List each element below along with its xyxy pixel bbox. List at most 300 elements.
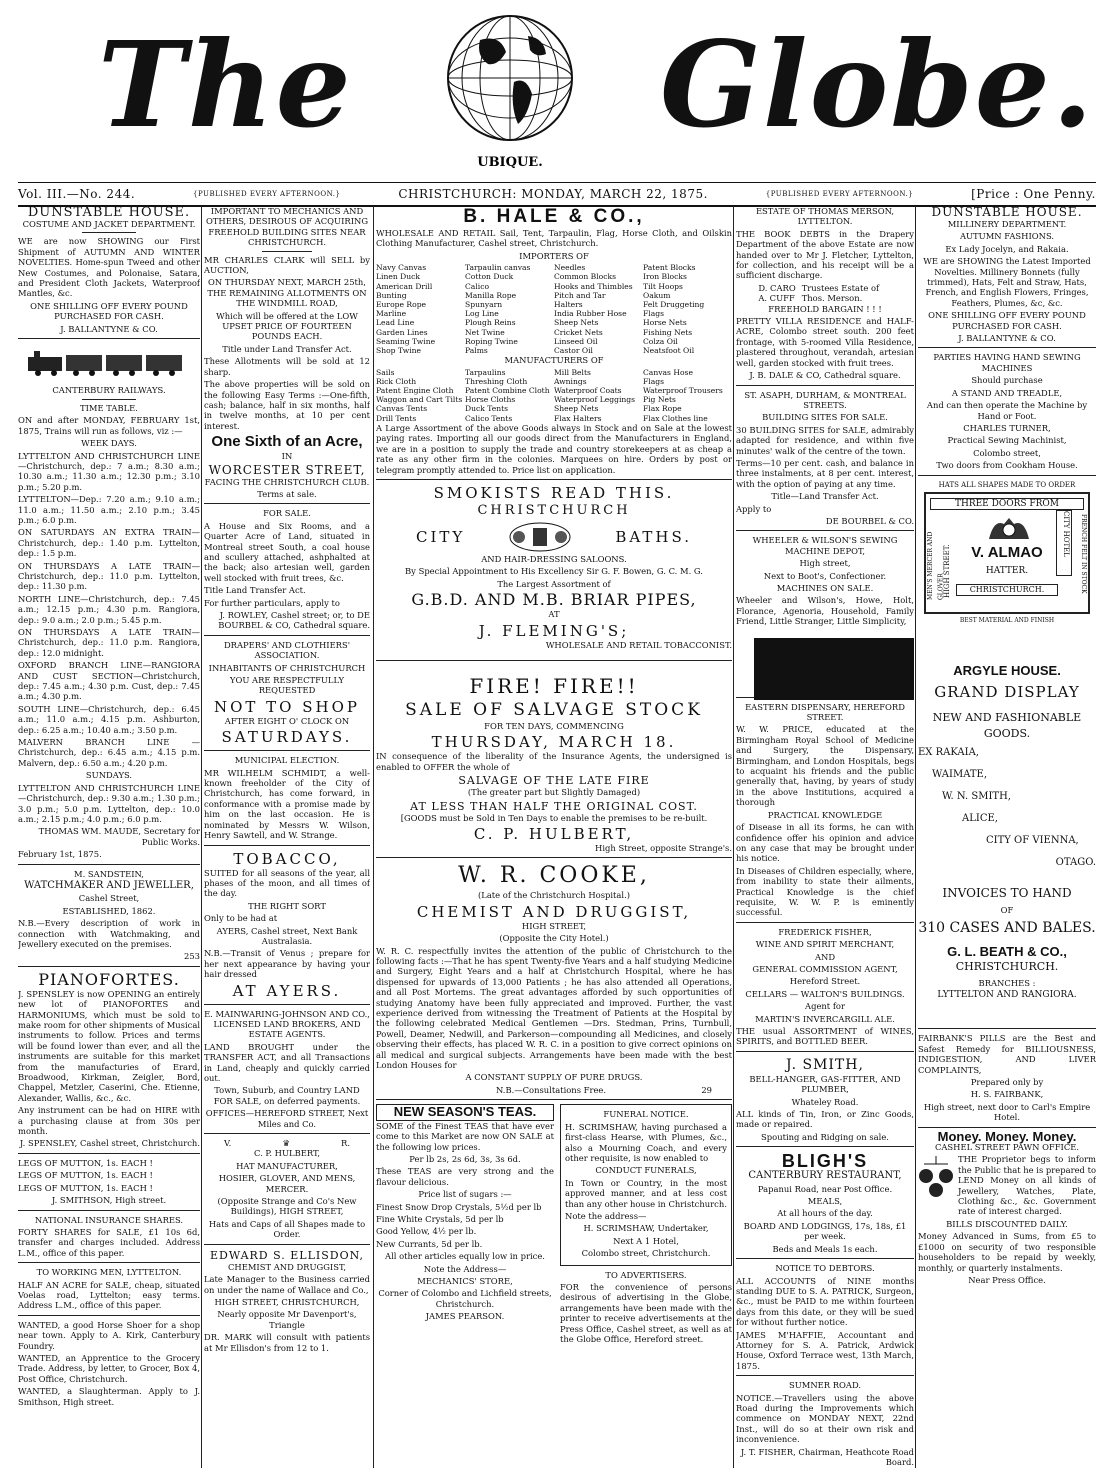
divider — [204, 635, 370, 636]
ad-subtitle: TIME TABLE. — [80, 402, 138, 413]
column-rule — [733, 206, 734, 1468]
divider — [918, 475, 1096, 476]
divider — [376, 479, 732, 480]
ad-body: WANTED, an Apprentice to the Grocery Trade. Address, by letter, to Grocer, Box 4, Post Office, Christchurch. — [18, 1352, 200, 1384]
ad-title: SUMNER ROAD. — [788, 1380, 862, 1391]
ad-address: Papanui Road, near Post Office. — [757, 1183, 893, 1194]
ad-address: (Opposite Strange and Co's New Buildings), HIGH STREET, — [217, 1196, 357, 1217]
coat-of-arms-icon — [505, 520, 575, 554]
ad-subtitle: FOR TEN DAYS, COMMENCING — [484, 720, 624, 731]
ad-body: Title Land Transfer Act. — [204, 585, 306, 596]
ad-body: BOARD AND LODGINGS, 17s, 18s, £1 per week. — [743, 1220, 907, 1242]
ad-headline: CHEMIST AND DRUGGIST, — [416, 902, 692, 921]
timetable-item: LYTTELTON AND CHRISTCHURCH LINE—Christchurch, dep.: 7 a.m.; 8.30 a.m.; 10.30 a.m.; 11.30 a.m.; 12.30 p.m.; 3.10 p.m.; 5.20 p.m. — [18, 450, 200, 492]
ad-subtitle: CASHEL STREET PAWN OFFICE. — [934, 1142, 1080, 1153]
ad-body: OF — [1000, 904, 1014, 915]
ad-body: WANTED, a Slaughterman. Apply to J. Smithson, High street. — [18, 1386, 200, 1407]
ad-address: High Street, opposite Strange's. — [595, 842, 732, 853]
ad-body: FORTY SHARES for SALE, £1 10s 6d, transfer and charges included. Address L.M., office of this paper. — [18, 1226, 200, 1258]
ad-subtitle: BUILDING SITES FOR SALE. — [762, 412, 888, 423]
list-item: Flax Halters — [554, 413, 602, 423]
ad-body: ALL kinds of Tin, Iron, or Zinc Goods, made or repaired. — [736, 1109, 914, 1130]
ad-address: OFFICES—HEREFORD STREET, Next Miles and Co. — [205, 1108, 369, 1129]
ad-headline: THURSDAY, MARCH 18. — [431, 733, 677, 752]
ad-body: At all hours of the day. — [777, 1208, 873, 1219]
ad-body: ONE SHILLING OFF EVERY POUND PURCHASED FOR CASH. — [928, 310, 1086, 331]
ad-subtitle: SUNDAYS. — [85, 770, 133, 781]
ad-subtitle: HAT MANUFACTURER, — [236, 1160, 338, 1171]
ad-body: HOSIER, GLOVER, AND MENS, MERCER. — [218, 1173, 356, 1194]
list-item: Pig Nets — [643, 395, 676, 405]
royal-arms-icon — [984, 514, 1034, 544]
divider — [918, 1028, 1096, 1029]
ad-body: Terms at sale. — [257, 488, 317, 499]
masthead — [0, 0, 1114, 175]
ad-body: PRETTY VILLA RESIDENCE and HALF-ACRE, Colombo street south. 200 feet frontage, with 5-roomed Villa Residence, plastered throughout, verandah, artesian well, garden stocked with fruit trees. — [736, 316, 914, 368]
ad-headline: G.B.D. AND M.B. BRIAR PIPES, — [411, 590, 697, 610]
ad-signature: J. B. DALE & CO, Cathedral square. — [749, 370, 901, 381]
list-item: Garden Lines — [376, 327, 428, 337]
ad-title: NATIONAL INSURANCE SHARES. — [34, 1214, 184, 1225]
ad-body: THE BOOK DEBTS in the Drapery Department of the above Estate are now handed over to Mr J. Fletcher, Lyttelton, for collection, and his receipt will be a sufficient discharge. — [736, 228, 914, 281]
ad-body: THE Proprietor begs to inform the Public that he is prepared to LEND Money on all kinds of Jewellery, Watches, Plate, Clothing &c., &c. Government rate of interest charged. — [958, 1154, 1096, 1217]
ad-subtitle: MILLINERY DEPARTMENT. — [947, 219, 1067, 229]
ad-title: FOR SALE. — [263, 508, 311, 519]
divider — [262, 251, 312, 252]
list-item: Manilla Rope — [465, 290, 517, 300]
list-item: CITY OF VIENNA, — [986, 834, 1079, 846]
list-item: Log Line — [465, 309, 499, 319]
pawnbroker-balls-icon — [918, 1154, 954, 1198]
ad-body: Prepared only by — [970, 1077, 1044, 1087]
ad-body: WHOLESALE AND RETAIL Sail, Tent, Tarpaulin, Flag, Horse Cloth, and Oilskin Clothing Manufacturer, Cashel street, Christchurch. — [376, 228, 732, 249]
ad-body: ONE SHILLING OFF EVERY POUND PURCHASED FOR CASH. — [30, 300, 188, 322]
ad-title: EASTERN DISPENSARY, HEREFORD STREET. — [745, 701, 905, 723]
list-item: Hooks and Thimbles — [554, 281, 633, 291]
list-item: OTAGO. — [1055, 856, 1096, 868]
ad-title: ST. ASAPH, DURHAM, & MONTREAL STREETS. — [744, 389, 906, 410]
list-item: Finest Snow Drop Crystals, 5½d per lb — [376, 1201, 542, 1212]
ad-title: C. P. HULBERT, — [253, 1148, 321, 1159]
list-item: Patent Blocks — [643, 263, 696, 273]
list-item: Iron Blocks — [643, 272, 687, 282]
ad-body: HALF AN ACRE for SALE, cheap, situated Voelas road, Lyttelton; easy terms. Address L.M., office of this paper. — [18, 1279, 200, 1311]
list-item: Linen Duck — [376, 272, 420, 282]
ad-subtitle: AUTUMN FASHIONS. — [959, 231, 1055, 242]
divider — [376, 660, 732, 661]
royal-arms — [204, 1138, 370, 1148]
ad-signature: J. SPENSLEY, Cashel street, Christchurch. — [19, 1138, 200, 1149]
ad-subtitle: CHRISTCHURCH. — [955, 959, 1059, 973]
ad-body: A Large Assortment of the above Goods always in Stock and on Sale at the lowest paying rates. Importing all our goods direct from the Manufacturers in England, we are in a position to supply the trade and country storekeepers at as cheap a rate as any other firm in the colonies. Marquees on hire. Orders by post or telegram promptly attended to. Price list on application. — [376, 422, 732, 475]
list-item: Fishing Nets — [643, 327, 693, 337]
column-rule — [201, 206, 202, 1468]
ad-body: AFTER EIGHT O' CLOCK ON — [224, 715, 350, 726]
ad-body: IN consequence of the liberality of the Insurance Agents, the undersigned is enabled to OFFER the whole of — [376, 751, 732, 772]
sign-city: CHRISTCHURCH. — [956, 584, 1058, 596]
ad-body: CELLARS — WALTON'S BUILDINGS. — [745, 988, 905, 999]
ad-headline: AT AYERS. — [232, 981, 342, 1000]
ad-body: N.B.—Consultations Free. — [496, 1084, 607, 1095]
ad-subtitle: IMPORTERS OF — [519, 250, 589, 261]
timetable-item: ON SATURDAYS AN EXTRA TRAIN—Christchurch, dep.: 1.40 p.m. Lyttelton, dep.: 1.5 p.m. — [18, 527, 200, 559]
ad-body: All other articles equally low in price. — [385, 1251, 545, 1262]
list-item: Tarpaulin canvas — [465, 263, 531, 273]
list-item: Marline — [376, 309, 407, 319]
ad-title: CANTERBURY RAILWAYS. — [52, 385, 166, 396]
ad-body: BEST MATERIAL AND FINISH — [959, 616, 1055, 624]
ad-body: By Special Appointment to His Excellency Sir G. F. Bowen, G. C. M. G. — [405, 566, 703, 577]
ad-signature: DE BOURBEL & CO. — [825, 515, 914, 526]
ad-headline: TOBACCO, — [233, 849, 341, 868]
ad-body: Any instrument can be had on HIRE with a purchasing clause at from 30s per month. — [18, 1105, 200, 1137]
sign-side-label: CITY HOTEL — [1056, 510, 1072, 576]
ad-body: FOR the convenience of persons desirous of advertising in the Globe, arrangements have been made with the printer to receive advertisements at the Press Office, Cashel street, as well as at the Globe Office, Hereford street. — [560, 1281, 732, 1344]
ad-title: DUNSTABLE HOUSE. — [27, 206, 191, 220]
ad-signature: J. T. FISHER, Chairman, Heathcote Road Board. — [740, 1446, 914, 1467]
timetable-item: LYTTELTON—Dep.: 7.20 a.m.; 9.10 a.m.; 11.0 a.m.; 11.50 a.m.; 2.10 p.m.; 3.45 p.m.; 6.0 p.m. — [18, 494, 200, 525]
ad-subtitle: AT LESS THAN HALF THE ORIGINAL COST. — [410, 799, 698, 813]
list-item: WAIMATE, — [932, 768, 988, 780]
ad-title: TO ADVERTISERS. — [605, 1269, 687, 1280]
masthead-globe: Globe. — [660, 15, 1095, 154]
trustees-row — [736, 283, 914, 304]
ad-signature: JAMES M'HAFFIE, Accountant and Attorney for S. A. Patrick, Ardwick House, Oxford Terrace west, 13th March, 1875. — [736, 1329, 914, 1371]
ad-body: ESTABLISHED, 1862. — [62, 905, 156, 916]
ad-headline: 310 CASES AND BALES. — [918, 920, 1096, 937]
ad-body: INHABITANTS OF CHRISTCHURCH — [208, 662, 366, 673]
price: [Price : One Penny. — [971, 187, 1096, 201]
ad-subtitle: AND HAIR-DRESSING SALOONS. — [481, 553, 627, 564]
ad-body: Note the address— — [565, 1210, 647, 1221]
ad-body: ON and after MONDAY, FEBRUARY 1st, 1875, Trains will run as follows, viz :— — [18, 415, 200, 436]
ad-body: MARTIN'S INVERCARGILL ALE. — [755, 1013, 895, 1024]
divider — [736, 530, 914, 531]
ad-subtitle: BELL-HANGER, GAS-FITTER, AND PLUMBER, — [749, 1073, 901, 1095]
ad-body: Per lb 2s, 2s 6d, 3s, 3s 6d. — [409, 1153, 521, 1164]
ad-signature: D. CARO — [758, 282, 796, 293]
ad-body: YOU ARE RESPECTFULLY REQUESTED — [229, 675, 345, 696]
timetable-item: OXFORD BRANCH LINE—RANGIORA AND CUST SECTION—Christchurch, dep.: 7.45 a.m.; 4.30 p.m. Cust, dep.: 7.45 a.m.; 4.30 p.m. — [18, 660, 200, 702]
list-item: Drill Tents — [376, 413, 417, 423]
ad-subtitle: MACHINES ON SALE. — [776, 583, 874, 593]
ad-body: FAIRBANK'S PILLS are the Best and Safest Remedy for BILLIOUSNESS, INDIGESTION, AND LIVER COMPLAINTS, — [918, 1033, 1096, 1075]
ad-body: Late Manager to the Business carried on under the name of Wallace and Co., — [204, 1274, 370, 1295]
ad-subtitle: NEW AND FASHIONABLE — [932, 710, 1082, 724]
ad-address: AYERS, Cashel street, Next Bank Australasia. — [216, 925, 358, 946]
divider — [18, 1210, 200, 1211]
divider — [204, 1133, 370, 1134]
ad-body: Title—Land Transfer Act. — [771, 491, 879, 502]
timetable-item: MALVERN BRANCH LINE — Christchurch, dep.: 6.45 a.m.; 4.15 p.m. Malvern, dep.: 6.50 a.m.; 4.20 p.m. — [18, 737, 200, 768]
ad-title: EDWARD S. ELLISDON, — [209, 1248, 365, 1262]
ad-subtitle: GENERAL COMMISSION AGENT, — [752, 963, 898, 974]
ad-body: WANTED, a good Horse Shoer for a shop near town. Apply to A. Kirk, Canterbury Foundry. — [18, 1319, 200, 1351]
ad-title: FREEHOLD BARGAIN ! ! ! — [768, 303, 882, 314]
ad-subtitle: COSTUME AND JACKET DEPARTMENT. — [22, 219, 196, 229]
list-item: Patent Engine Cloth — [376, 386, 454, 396]
list-item: Duck Tents — [465, 404, 509, 414]
sign-label: THREE DOORS FROM — [930, 498, 1084, 510]
ad-body: LEGS OF MUTTON, 1s. EACH ! — [18, 1170, 153, 1181]
ad-title: MUNICIPAL ELECTION. — [234, 755, 340, 766]
ad-body: A CONSTANT SUPPLY OF PURE DRUGS. — [465, 1072, 643, 1083]
ad-title: NEW SEASON'S TEAS. — [376, 1104, 554, 1120]
divider — [736, 1258, 914, 1259]
ad-signature: A. CUFF — [758, 293, 795, 304]
list-item: Bunting — [376, 290, 407, 300]
column-3 — [376, 206, 732, 1472]
ad-body: N.B.—Transit of Venus ; prepare for her next appearance by having your hair dressed — [204, 948, 370, 980]
ad-address: Next to Boot's, Confectioner. — [763, 570, 887, 581]
ad-body: For further particulars, apply to — [204, 597, 340, 608]
divider — [18, 1153, 200, 1154]
sign-side-label: HIGH STREET. — [943, 544, 951, 598]
list-item: Spunyarn — [465, 300, 503, 310]
ad-body: LAND BROUGHT under the TRANSFER ACT, and all Transactions in Land, cheaply and quickly carried out. — [204, 1041, 370, 1083]
ad-body: MR CHARLES CLARK will SELL by AUCTION, — [204, 254, 370, 276]
sign-side-label: MEN'S MERCER AND GLOVER — [927, 531, 945, 600]
ad-title: ARGYLE HOUSE. — [953, 663, 1061, 679]
list-item: Oakum — [643, 290, 671, 300]
ad-body: WATCHMAKER AND JEWELLER, — [24, 879, 194, 891]
list-item: New Currants, 5d per lb. — [376, 1238, 483, 1249]
ad-address: MECHANICS' STORE, — [417, 1275, 513, 1286]
ad-body: FACING THE CHRISTCHURCH CLUB. — [204, 476, 370, 487]
ad-subtitle: PRACTICAL KNOWLEDGE — [767, 809, 883, 820]
funeral-box — [560, 1104, 732, 1265]
divider — [18, 338, 200, 339]
timetable-item: SOUTH LINE—Christchurch, dep.: 6.45 a.m.; 11.0 a.m.; 4.15 p.m. Ashburton, dep.: 6.25 a.m.; 10.40 a.m.; 3.50 p.m. — [18, 703, 200, 735]
list-item: Horse Nets — [643, 318, 687, 328]
list-item: Halters — [554, 300, 583, 310]
ad-body: (Late of the Christchurch Hospital.) — [477, 890, 630, 901]
ad-title: FUNERAL NOTICE. — [603, 1109, 689, 1120]
ad-body: (The greater part but Slightly Damaged) — [467, 787, 641, 798]
consult-row — [376, 1085, 732, 1095]
ad-body: ALL ACCOUNTS of NINE months standing DUE to S. A. PATRICK, Surgeon, &c., must be PAID to me within fourteen days from this date, or they will be sued for without further notice. — [736, 1275, 914, 1328]
ad-body: W. W. PRICE, educated at the Birmingham Royal School of Medicine and Surgery, the Dispensary, Birmingham, and London Hospitals, begs to acquaint his friends and the public generally that, having, by years of study in the above Institutions, acquired a thorough — [736, 724, 914, 808]
ad-address: Near Press Office. — [968, 1274, 1046, 1285]
ad-headline: GRAND DISPLAY — [934, 682, 1080, 701]
list-item: Horse Cloths — [465, 395, 516, 405]
divider — [736, 922, 914, 923]
list-item: Sheep Nets — [554, 318, 599, 328]
ad-title: PARTIES HAVING HAND SEWING MACHINES — [933, 352, 1081, 373]
ad-headline: SATURDAYS. — [221, 728, 353, 747]
ad-body: Town, Suburb, and Country LAND FOR SALE, on deferred payments. — [213, 1085, 361, 1106]
list-item: Waterproof Trousers — [643, 386, 723, 396]
list-item: Castor Oil — [554, 346, 593, 356]
ad-address: High street, — [799, 558, 851, 569]
list-item: Canvas Hose — [643, 367, 693, 377]
ad-address: Whateley Road. — [791, 1096, 859, 1107]
ad-body: Agent for — [805, 1001, 845, 1012]
ad-address: Two doors from Cookham House. — [936, 460, 1078, 471]
ad-title: E. MAINWARING-JOHNSON AND CO., LICENSED LAND BROKERS, AND ESTATE AGENTS. — [204, 1008, 370, 1040]
train-icon — [26, 349, 186, 377]
list-item: Pitch and Tar — [554, 290, 606, 300]
ad-title: J. SMITH, — [786, 1056, 864, 1073]
ad-address: Corner of Colombo and Lichfield streets, Christchurch. — [378, 1288, 552, 1309]
manufacture-list — [376, 368, 732, 423]
list-item: Waggon and Cart Tilts — [376, 395, 463, 405]
list-item: Calico Tents — [465, 413, 513, 423]
list-item: Awnings — [554, 376, 587, 386]
timetable-item: ON THURSDAYS A LATE TRAIN—Christchurch, dep.: 11.0 p.m. Rangiora, dep.: 12.0 midnight. — [18, 627, 200, 658]
list-item: ALICE, — [962, 812, 998, 824]
ad-subtitle: MEALS, — [807, 1196, 843, 1207]
ad-date: February 1st, 1875. — [18, 849, 102, 860]
ad-body: These TEAS are very strong and the flavour delicious. — [376, 1166, 554, 1187]
ad-body: DR. MARK will consult with patients at Mr Ellisdon's from 12 to 1. — [204, 1332, 370, 1353]
list-item: Cricket Nets — [554, 327, 603, 337]
published-left: {PUBLISHED EVERY AFTERNOON.} — [193, 189, 341, 198]
ad-body: of Disease in all its forms, he can with confidence offer his opinion and advice on any case that may be brought under his notice. — [736, 822, 914, 864]
ad-title: IMPORTANT TO MECHANICS AND OTHERS, DESIROUS OF ACQUIRING FREEHOLD BUILDING SITES NEAR CHRISTCHURCH. — [205, 206, 369, 248]
ad-body: BRANCHES : — [978, 977, 1036, 988]
column-1 — [18, 206, 200, 1472]
list-item: Roping Twine — [465, 336, 518, 346]
ad-signature: THOMAS WM. MAUDE, Secretary for Public Works. — [38, 826, 200, 847]
list-item: Colza Oil — [643, 336, 678, 346]
ad-address: Colombo street, — [973, 447, 1041, 458]
ad-address: Colombo street, Christchurch. — [581, 1248, 711, 1259]
ad-body: Which will be offered at the LOW UPSET PRICE OF FOURTEEN POUNDS EACH. — [216, 310, 358, 342]
divider — [18, 966, 200, 967]
ad-title: G. L. BEATH & CO., — [947, 944, 1067, 960]
divider — [736, 1146, 914, 1147]
timetable-item: ON THURSDAYS A LATE TRAIN—Christchurch, dep.: 11.0 p.m. Lyttelton, dep.: 11.30 p.m. — [18, 560, 200, 592]
ad-address: Next A 1 Hotel, — [613, 1235, 679, 1246]
sign-name: V. ALMAO — [971, 543, 1043, 561]
ad-subtitle: WEEK DAYS. — [81, 438, 137, 449]
ad-address: High street, next door to Carl's Empire Hotel. — [923, 1101, 1091, 1123]
list-item: Flax Rope — [643, 404, 682, 414]
ad-subtitle: BILLS DISCOUNTED DAILY. — [946, 1218, 1068, 1229]
ad-headline: CHRISTCHURCH — [477, 502, 631, 518]
ad-subtitle: A STAND AND TREADLE, — [951, 387, 1063, 398]
list-item: Calico — [465, 281, 490, 291]
ad-title: WHEELER & WILSON'S SEWING MACHINE DEPOT, — [752, 535, 898, 556]
list-item: Navy Canvas — [376, 263, 427, 273]
ad-body: The Largest Assortment of — [497, 578, 611, 589]
ad-body: Title under Land Transfer Act. — [222, 343, 352, 354]
divider — [918, 347, 1096, 348]
ad-body: Terms—10 per cent. cash, and balance in three instalments, at 8 per cent. interest, with the option of paying at any time. — [736, 457, 914, 489]
ad-subtitle: WORCESTER STREET, — [208, 462, 366, 477]
ad-title: PIANOFORTES. — [38, 969, 180, 989]
ad-subtitle: GOODS. — [983, 726, 1031, 740]
ad-body: J. SPENSLEY is now OPENING an entirely new lot of PIANOFORTES and HARMONIUMS, which must be sold to make room for other shipments of Musical instruments to follow. Prices and terms will be found lower than ever, and all the instruments are suitable for this market from the manufacturies of Erard, Broadwood, Kirkman, Zeigler, Bord, Chappel, Metzler, Caserini, Che. Etienne, Alexander, Wallis, &c., &c. — [18, 988, 200, 1103]
ad-body: Money Advanced in Sums, from £5 to £1000 on security of two responsible householders to be repaid by weekly, monthly, or quarterly instalments. — [918, 1231, 1096, 1273]
ad-body: LEGS OF MUTTON, 1s. EACH ! — [18, 1182, 153, 1193]
place-date: CHRISTCHURCH: MONDAY, MARCH 22, 1875. — [398, 187, 708, 201]
ad-body: NOTICE.—Travellers using the above Road during the Improvements which commence on MONDAY NEXT, 22nd Inst., will do so at their own risk and inconvenience. — [736, 1392, 914, 1445]
divider — [736, 1375, 914, 1376]
teas-ad — [376, 1104, 554, 1346]
divider — [18, 864, 200, 865]
sign-trade: HATTER. — [985, 565, 1029, 576]
ad-body: (Opposite the City Hotel.) — [499, 933, 609, 944]
ad-body: Practical Sewing Machinist, — [947, 435, 1067, 446]
ad-body: Should purchase — [971, 375, 1043, 386]
divider — [204, 503, 370, 504]
list-item: Net Twine — [465, 327, 505, 337]
list-item: EX RAKAIA, — [918, 746, 979, 758]
timetable-item: LYTTELTON AND CHRISTCHURCH LINE—Christchurch, dep.: 9.30 a.m.; 1.30 p.m.; 3.0 p.m.; 5.0 p.m. Lyttelton, dep.: 10.0 a.m.; 2.15 p.m.; 4.0 p.m.; 6.0 p.m. — [18, 782, 200, 824]
ad-title: DUNSTABLE HOUSE. — [931, 206, 1083, 219]
ad-body: LYTTELTON AND RANGIORA. — [937, 989, 1077, 1000]
ad-headline: CITY — [416, 527, 466, 546]
ad-body: Trustees Estate of Thos. Merson. — [801, 282, 880, 304]
ad-body: Wheeler and Wilson's, Howe, Holt, Florance, Agenoria, Household, Family Friend, Little Stranger, Little Simplicity, — [736, 595, 914, 627]
list-item: W. N. SMITH, — [942, 790, 1011, 802]
ad-body: H. SCRIMSHAW, having purchased a first-class Hearse, with Plumes, &c., also a Mourning Coach, and every other requisite, is now enabled to — [565, 1121, 727, 1163]
ad-title: NOTICE TO DEBTORS. — [775, 1263, 875, 1274]
ad-body: Spouting and Ridging on sale. — [761, 1131, 889, 1142]
ad-body: IN — [281, 451, 293, 462]
ad-body: Nearly opposite Mr Davenport's, Triangle — [217, 1309, 357, 1330]
ad-body: Note the Address— — [423, 1263, 507, 1274]
ad-body: These Allotments will be sold at 12 sharp. — [204, 356, 370, 377]
ad-title: FREDERICK FISHER, — [778, 926, 872, 937]
list-item: Sheep Nets — [554, 404, 599, 414]
ad-subtitle: WINE AND SPIRIT MERCHANT, — [755, 939, 895, 950]
list-item: Seaming Twine — [376, 336, 436, 346]
divider — [204, 1004, 370, 1005]
ad-title: One Sixth of an Acre, — [211, 433, 363, 451]
ad-signature: H. S. FAIRBANK, — [970, 1089, 1044, 1100]
redacted-block — [754, 638, 914, 700]
list-item: Waterproof Coats — [554, 386, 622, 396]
masthead-the: The — [98, 15, 353, 154]
list-item: Waterproof Leggings — [554, 395, 636, 405]
ad-headline: J. FLEMING'S; — [478, 621, 630, 640]
divider — [204, 845, 370, 846]
ad-body: [GOODS must be Sold in Ten Days to enable the premises to be re-built. — [400, 812, 708, 823]
ad-subtitle: THE RIGHT SORT — [248, 900, 326, 911]
ad-subtitle: HIGH STREET, — [521, 920, 587, 931]
ad-body: W. R. C. respectfully invites the attention of the public of Christchurch to the following facts :—That he has spent Twenty-five Years and a half studying Medicine and Surgery, Eight Years and a half at Christchurch Hospital, where he has dispensed for upwards of 13,000 Patients ; he has also attended all Operations, and all Post Mortems. The great advantages afforded by such opportunities of studying Anatomy have been fully appreciated and improved. Further, the vast experience derived from witnessing the Treatment of Patients at the Hospital by the following celebrated Medical Gentlemen —Drs. Stedman, Prins, Turnbull, Powell, Deamer, Nedwill, and Parkerson—compounding all Medicines, and closely observing their effects, has placed W. R. C. in a position to give correct opinions on all medical and surgical subjects. Arrangements have been made with the best London Houses for — [376, 945, 732, 1071]
ad-address: Hereford Street. — [789, 976, 861, 987]
ad-headline: W. R. COOKE, — [458, 863, 650, 889]
ad-title: B. HALE & CO., — [463, 206, 645, 227]
ad-headline: C. P. HULBERT, — [473, 824, 635, 843]
ad-headline: BATHS. — [615, 527, 692, 546]
ad-body: In Town or Country, in the most approved manner, and at less cost than any other house in Christchurch. — [565, 1177, 727, 1209]
spacer — [918, 628, 1096, 666]
list-item: Tilt Hoops — [643, 281, 683, 291]
ad-body: SUITED for all seasons of the year, all phases of the moon, and all times of the day. — [204, 867, 370, 899]
ad-signature: J. SMITHSON, High street. — [51, 1195, 167, 1206]
list-item: Tarpaulins — [465, 367, 506, 377]
ad-subtitle: MANUFACTURERS OF — [504, 355, 604, 366]
bottom-ads — [376, 1104, 732, 1346]
crown-icon: ♛ — [282, 1138, 290, 1149]
ad-body: WHOLESALE AND RETAIL TOBACCONIST. — [545, 639, 732, 650]
ad-signature: CHARLES TURNER, — [963, 422, 1051, 433]
divider — [376, 857, 732, 858]
import-list — [376, 263, 732, 355]
ad-body: AND — [814, 951, 836, 962]
ad-body: The above properties will be sold on the following Easy Terms :—One-fifth, cash; balance, half in six months, half in twelve months, at 10 per cent interest. — [204, 379, 370, 431]
ad-headline: FIRE! FIRE!! — [469, 673, 639, 698]
ad-body: 30 BUILDING SITES for SALE, admirably adapted for residence, and within five minutes' walk of the centre of the town. — [736, 424, 914, 456]
list-item: Linseed Oil — [554, 336, 598, 346]
ad-subtitle: HATS ALL SHAPES MADE TO ORDER — [938, 480, 1076, 489]
monogram-right: R. — [341, 1138, 350, 1149]
